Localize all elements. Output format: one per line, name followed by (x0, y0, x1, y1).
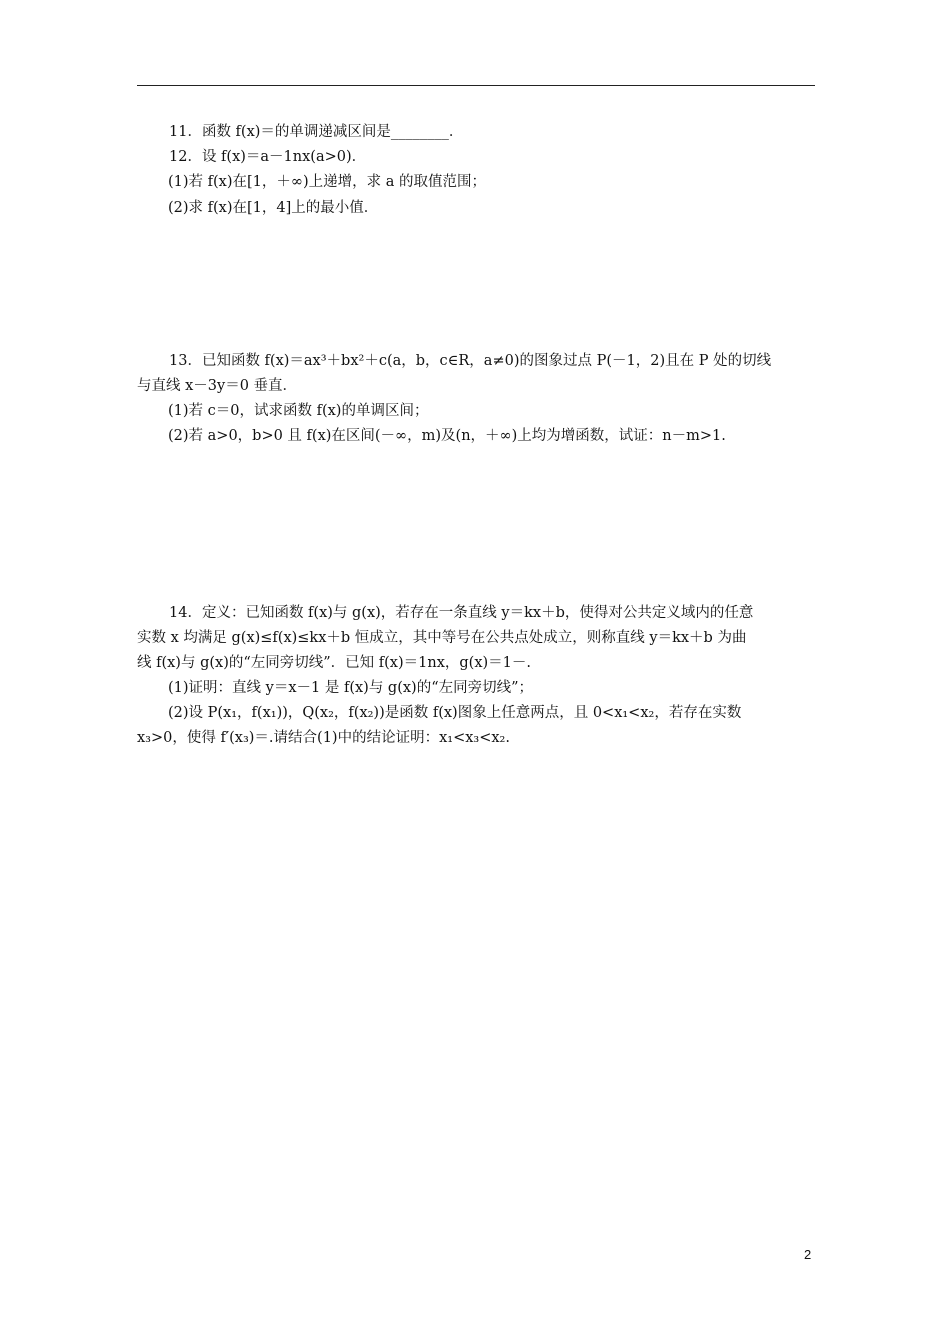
problem-14-part-2-line-1: (2)设 P(x₁，f(x₁))，Q(x₂，f(x₂))是函数 f(x)图象上任意两点，且 0<x₁<x₂，若存在实数 (168, 705, 742, 721)
problem-14-line-2: 实数 x 均满足 g(x)≤f(x)≤kx＋b 恒成立，其中等号在公共点处成立，则称直线 y＝kx＋b 为曲 (137, 630, 747, 646)
problem-12-part-1: (1)若 f(x)在[1，＋∞)上递增，求 a 的取值范围； (168, 174, 486, 190)
problem-12-part-2: (2)求 f(x)在[1，4]上的最小值． (168, 200, 379, 216)
problem-13-part-2: (2)若 a>0，b>0 且 f(x)在区间(－∞，m)及(n，＋∞)上均为增函数，试证：n－m>1. (168, 428, 726, 444)
header-rule (137, 85, 815, 86)
problem-14-line-1: 14．定义：已知函数 f(x)与 g(x)，若存在一条直线 y＝kx＋b，使得对公共定义域内的任意 (169, 605, 754, 621)
page-number: 2 (804, 1247, 812, 1262)
problem-13-line-1: 13．已知函数 f(x)＝ax³＋bx²＋c(a，b，c∈R，a≠0)的图象过点 P(－1，2)且在 P 处的切线 (169, 353, 772, 369)
problem-14-part-2-line-2: x₃>0，使得 f′(x₃)＝.请结合(1)中的结论证明：x₁<x₃<x₂. (137, 730, 510, 746)
problem-13-line-2: 与直线 x－3y＝0 垂直． (137, 378, 298, 394)
problem-11-line-1: 11．函数 f(x)＝的单调递减区间是________． (169, 124, 464, 140)
problem-14-part-1: (1)证明：直线 y＝x－1 是 f(x)与 g(x)的“左同旁切线”； (168, 680, 534, 696)
problem-14-line-3: 线 f(x)与 g(x)的“左同旁切线”．已知 f(x)＝1nx，g(x)＝1－. (137, 655, 531, 671)
problem-13-part-1: (1)若 c＝0，试求函数 f(x)的单调区间； (168, 403, 429, 419)
problem-12-line-1: 12．设 f(x)＝a－1nx(a>0)． (169, 149, 367, 165)
